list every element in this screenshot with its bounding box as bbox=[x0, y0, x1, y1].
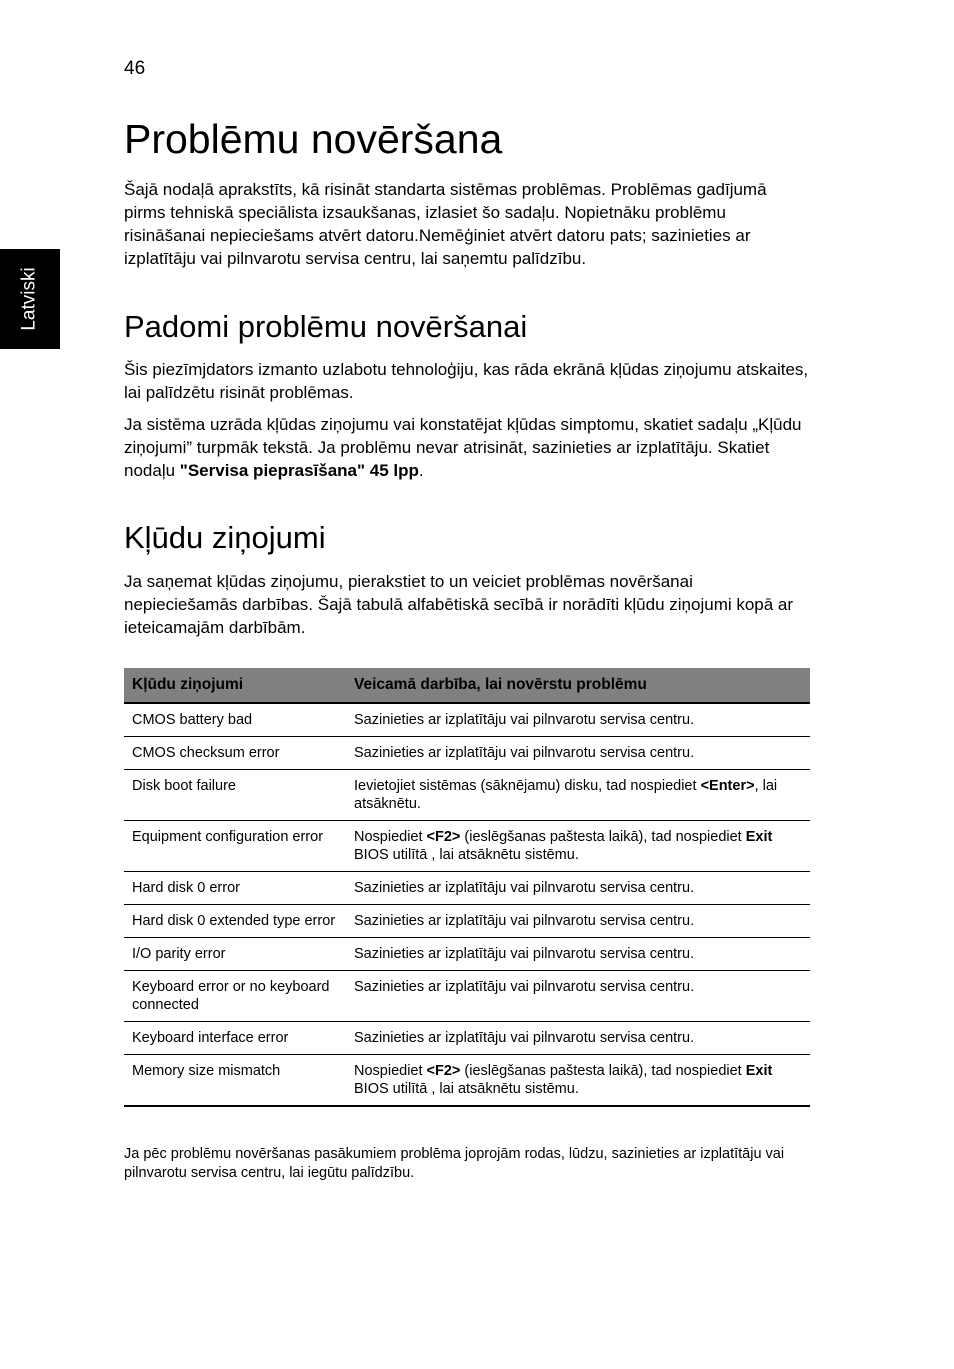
error-cell: I/O parity error bbox=[124, 938, 346, 971]
table-row bbox=[124, 737, 810, 770]
error-cell: Disk boot failure bbox=[124, 770, 346, 821]
tips-text: Ja sistēma uzrāda kļūdas ziņojumu vai konstatējat kļūdas simptomu, skatiet sadaļu „Kļūdu ziņojumi” turpmāk tekstā. Ja problēmu nevar atrisināt, sazinieties ar izplatītāju. Skatiet nodaļu bbox=[124, 415, 802, 480]
page-number: 46 bbox=[124, 58, 146, 79]
table-row bbox=[124, 1022, 810, 1055]
action-cell: Sazinieties ar izplatītāju vai pilnvarotu servisa centru. bbox=[346, 1022, 810, 1055]
key-label: <Enter> bbox=[700, 778, 755, 794]
error-cell: CMOS checksum error bbox=[124, 737, 346, 770]
table-row bbox=[124, 770, 810, 821]
section-heading-error-messages: Kļūdu ziņojumi bbox=[124, 520, 326, 555]
action-text: Nospiediet bbox=[354, 829, 427, 845]
action-cell: Sazinieties ar izplatītāju vai pilnvarotu servisa centru. bbox=[346, 737, 810, 770]
error-cell: Hard disk 0 error bbox=[124, 872, 346, 905]
error-messages-table bbox=[124, 668, 810, 1107]
action-text: Ievietojiet sistēmas (sāknējamu) disku, tad nospiediet bbox=[354, 778, 701, 794]
action-text: Nospiediet bbox=[354, 1063, 427, 1079]
table-row bbox=[124, 872, 810, 905]
table-row bbox=[124, 703, 810, 737]
action-cell bbox=[346, 770, 810, 821]
error-cell: CMOS battery bad bbox=[124, 703, 346, 737]
table-header-row bbox=[124, 668, 810, 703]
error-cell: Keyboard interface error bbox=[124, 1022, 346, 1055]
error-cell: Hard disk 0 extended type error bbox=[124, 905, 346, 938]
key-label: Exit bbox=[745, 829, 773, 845]
action-text: BIOS utilītā , lai atsāknētu sistēmu. bbox=[354, 1081, 579, 1097]
error-cell: Memory size mismatch bbox=[124, 1055, 346, 1107]
tips-end: . bbox=[418, 461, 424, 480]
error-cell: Equipment configuration error bbox=[124, 821, 346, 872]
action-cell bbox=[346, 821, 810, 872]
footer-note: Ja pēc problēmu novēršanas pasākumiem problēma joprojām rodas, lūdzu, sazinieties ar izplatītāju vai pilnvarotu servisa centru, lai iegūtu palīdzību. bbox=[124, 1146, 785, 1181]
error-cell: Keyboard error or no keyboard connected bbox=[124, 971, 346, 1022]
action-text: , lai atsāknētu. bbox=[354, 778, 778, 812]
table-row bbox=[124, 938, 810, 971]
column-header-error: Kļūdu ziņojumi bbox=[124, 668, 346, 703]
error-messages-paragraph: Ja saņemat kļūdas ziņojumu, pierakstiet to un veiciet problēmas novēršanai nepieciešamās darbības. Šajā tabulā alfabētiskā secībā ir norādīti kļūdu ziņojumi kopā ar ieteicamajām darbībām. bbox=[124, 572, 794, 637]
action-cell: Sazinieties ar izplatītāju vai pilnvarotu servisa centru. bbox=[346, 905, 810, 938]
key-label: <F2> bbox=[426, 1063, 461, 1079]
intro-paragraph: Šajā nodaļā aprakstīts, kā risināt standarta sistēmas problēmas. Problēmas gadījumā pirms tehniskā speciālista izsaukšanas, izlasiet šo sadaļu. Nopietnāku problēmu risināšanai nepieciešams atvērt datoru.Nemēģiniet atvērt datoru pats; sazinieties ar izplatītāju vai pilnvarotu servisa centru, lai saņemtu palīdzību. bbox=[124, 180, 767, 268]
language-label: Latviski bbox=[19, 267, 41, 331]
table-row bbox=[124, 905, 810, 938]
key-label: Exit bbox=[745, 1063, 773, 1079]
action-text: (ieslēgšanas paštesta laikā), tad nospiediet bbox=[460, 829, 746, 845]
action-cell: Sazinieties ar izplatītāju vai pilnvarotu servisa centru. bbox=[346, 872, 810, 905]
page-title: Problēmu novēršana bbox=[124, 116, 503, 162]
action-cell: Sazinieties ar izplatītāju vai pilnvarotu servisa centru. bbox=[346, 703, 810, 737]
action-cell: Sazinieties ar izplatītāju vai pilnvarotu servisa centru. bbox=[346, 938, 810, 971]
action-cell: Sazinieties ar izplatītāju vai pilnvarotu servisa centru. bbox=[346, 971, 810, 1022]
table-row bbox=[124, 1055, 810, 1107]
section-heading-tips: Padomi problēmu novēršanai bbox=[124, 309, 528, 344]
tips-paragraph-2 bbox=[124, 413, 810, 482]
column-header-action: Veicamā darbība, lai novērstu problēmu bbox=[346, 668, 810, 703]
action-cell bbox=[346, 1055, 810, 1107]
key-label: <F2> bbox=[426, 829, 461, 845]
language-side-tab bbox=[0, 249, 60, 349]
tips-paragraph-1: Šis piezīmjdators izmanto uzlabotu tehnoloģiju, kas rāda ekrānā kļūdas ziņojumu atskaites, lai palīdzētu risināt problēmas. bbox=[124, 360, 809, 402]
table-row bbox=[124, 971, 810, 1022]
service-reference: "Servisa pieprasīšana" 45 lpp bbox=[179, 461, 419, 480]
table-row bbox=[124, 821, 810, 872]
action-text: (ieslēgšanas paštesta laikā), tad nospiediet bbox=[460, 1063, 746, 1079]
action-text: BIOS utilītā , lai atsāknētu sistēmu. bbox=[354, 847, 579, 863]
